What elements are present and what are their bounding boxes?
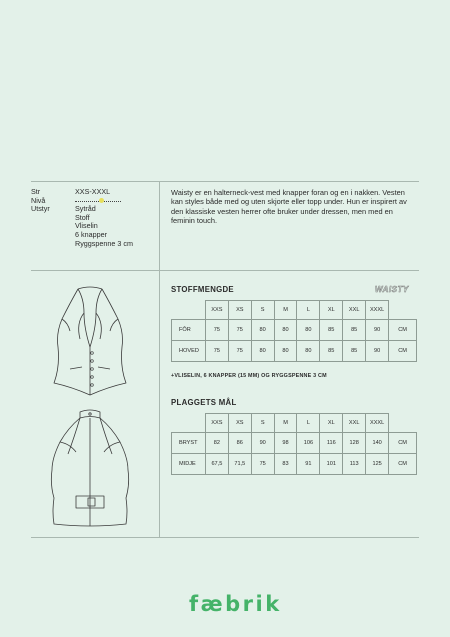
table-cell: 75 bbox=[205, 320, 228, 341]
table-cell: 80 bbox=[251, 320, 274, 341]
table-cell: 86 bbox=[228, 433, 251, 454]
table-cell: 125 bbox=[366, 454, 389, 475]
size-header: XXL bbox=[343, 414, 366, 433]
table-row bbox=[172, 433, 417, 454]
middle-divider bbox=[31, 270, 419, 271]
equipment-item: Ryggspenne 3 cm bbox=[75, 238, 133, 248]
table-header-row bbox=[172, 301, 417, 320]
size-header: XL bbox=[320, 301, 343, 320]
vest-front-illustration bbox=[40, 283, 140, 403]
size-header: XXS bbox=[205, 414, 228, 433]
table-cell: 101 bbox=[320, 454, 343, 475]
bottom-divider bbox=[31, 537, 419, 538]
pattern-description: Waisty er en halterneck-vest med knapper foran og en i nakken. Vesten kan styles både med og uten skjorte eller topp under. Hun er inspirert av den klassiske vesten herrer ofte bruker under dressen, men med en feminin touch. bbox=[171, 188, 407, 226]
unit-cell: CM bbox=[389, 320, 417, 341]
equipment-item: 6 knapper bbox=[75, 229, 107, 239]
table-cell: 80 bbox=[297, 320, 320, 341]
table-cell: 75 bbox=[251, 454, 274, 475]
row-label: HOVED bbox=[172, 341, 206, 362]
size-header: XXXL bbox=[366, 414, 389, 433]
pattern-specs bbox=[31, 188, 133, 248]
pattern-name-tag: WAISTY bbox=[375, 285, 409, 294]
difficulty-level-indicator bbox=[75, 197, 121, 206]
table-cell: 106 bbox=[297, 433, 320, 454]
table-cell: 140 bbox=[366, 433, 389, 454]
top-divider bbox=[31, 181, 419, 182]
table-cell: 90 bbox=[251, 433, 274, 454]
table-cell: 75 bbox=[205, 341, 228, 362]
garment-measurements-table bbox=[171, 413, 417, 475]
table-cell: 80 bbox=[251, 341, 274, 362]
equipment-label: Utstyr bbox=[31, 204, 50, 214]
table-cell: 90 bbox=[366, 341, 389, 362]
table-header-row bbox=[172, 414, 417, 433]
table-cell: 71,5 bbox=[228, 454, 251, 475]
size-header: XS bbox=[228, 414, 251, 433]
unit-cell: CM bbox=[389, 341, 417, 362]
table-cell: 85 bbox=[320, 320, 343, 341]
fabric-note: +VLISELIN, 6 KNAPPER (15 MM) OG RYGGSPENNE 3 CM bbox=[171, 373, 327, 379]
size-header: M bbox=[274, 414, 297, 433]
unit-cell: CM bbox=[389, 454, 417, 475]
table-cell: 75 bbox=[228, 341, 251, 362]
fabric-amount-table bbox=[171, 300, 417, 362]
table-row bbox=[172, 341, 417, 362]
table-cell: 128 bbox=[343, 433, 366, 454]
table-cell: 85 bbox=[343, 341, 366, 362]
table-cell: 83 bbox=[274, 454, 297, 475]
level-label: Nivå bbox=[31, 195, 46, 205]
row-label: FÔR bbox=[172, 320, 206, 341]
size-header: S bbox=[251, 414, 274, 433]
size-header: S bbox=[251, 301, 274, 320]
fabric-amount-title: STOFFMENGDE bbox=[171, 285, 234, 294]
size-label: Str bbox=[31, 187, 41, 196]
table-cell: 113 bbox=[343, 454, 366, 475]
row-label: MIDJE bbox=[172, 454, 206, 475]
table-cell: 80 bbox=[274, 341, 297, 362]
size-header: M bbox=[274, 301, 297, 320]
table-row bbox=[172, 454, 417, 475]
table-cell: 85 bbox=[343, 320, 366, 341]
table-cell: 90 bbox=[366, 320, 389, 341]
vest-back-illustration bbox=[40, 408, 140, 530]
table-cell: 98 bbox=[274, 433, 297, 454]
column-divider bbox=[159, 181, 160, 537]
table-cell: 67,5 bbox=[205, 454, 228, 475]
size-header: L bbox=[297, 301, 320, 320]
equipment-item: Vliselin bbox=[75, 221, 98, 231]
level-marker bbox=[99, 198, 104, 203]
size-header: XL bbox=[320, 414, 343, 433]
size-header: L bbox=[297, 414, 320, 433]
table-cell: 82 bbox=[205, 433, 228, 454]
size-header: XS bbox=[228, 301, 251, 320]
unit-cell: CM bbox=[389, 433, 417, 454]
size-header: XXL bbox=[343, 301, 366, 320]
equipment-list bbox=[75, 205, 133, 248]
garment-measurements-title: PLAGGETS MÅL bbox=[171, 398, 237, 407]
table-row bbox=[172, 320, 417, 341]
table-cell: 80 bbox=[274, 320, 297, 341]
size-value: XXS-XXXL bbox=[75, 187, 111, 196]
table-cell: 85 bbox=[320, 341, 343, 362]
equipment-item: Sytråd bbox=[75, 204, 96, 214]
size-header: XXXL bbox=[366, 301, 389, 320]
size-header: XXS bbox=[205, 301, 228, 320]
equipment-item: Stoff bbox=[75, 212, 90, 222]
table-cell: 91 bbox=[297, 454, 320, 475]
table-cell: 80 bbox=[297, 341, 320, 362]
row-label: BRYST bbox=[172, 433, 206, 454]
table-cell: 75 bbox=[228, 320, 251, 341]
brand-logo: fæbrik bbox=[189, 592, 282, 616]
table-cell: 116 bbox=[320, 433, 343, 454]
